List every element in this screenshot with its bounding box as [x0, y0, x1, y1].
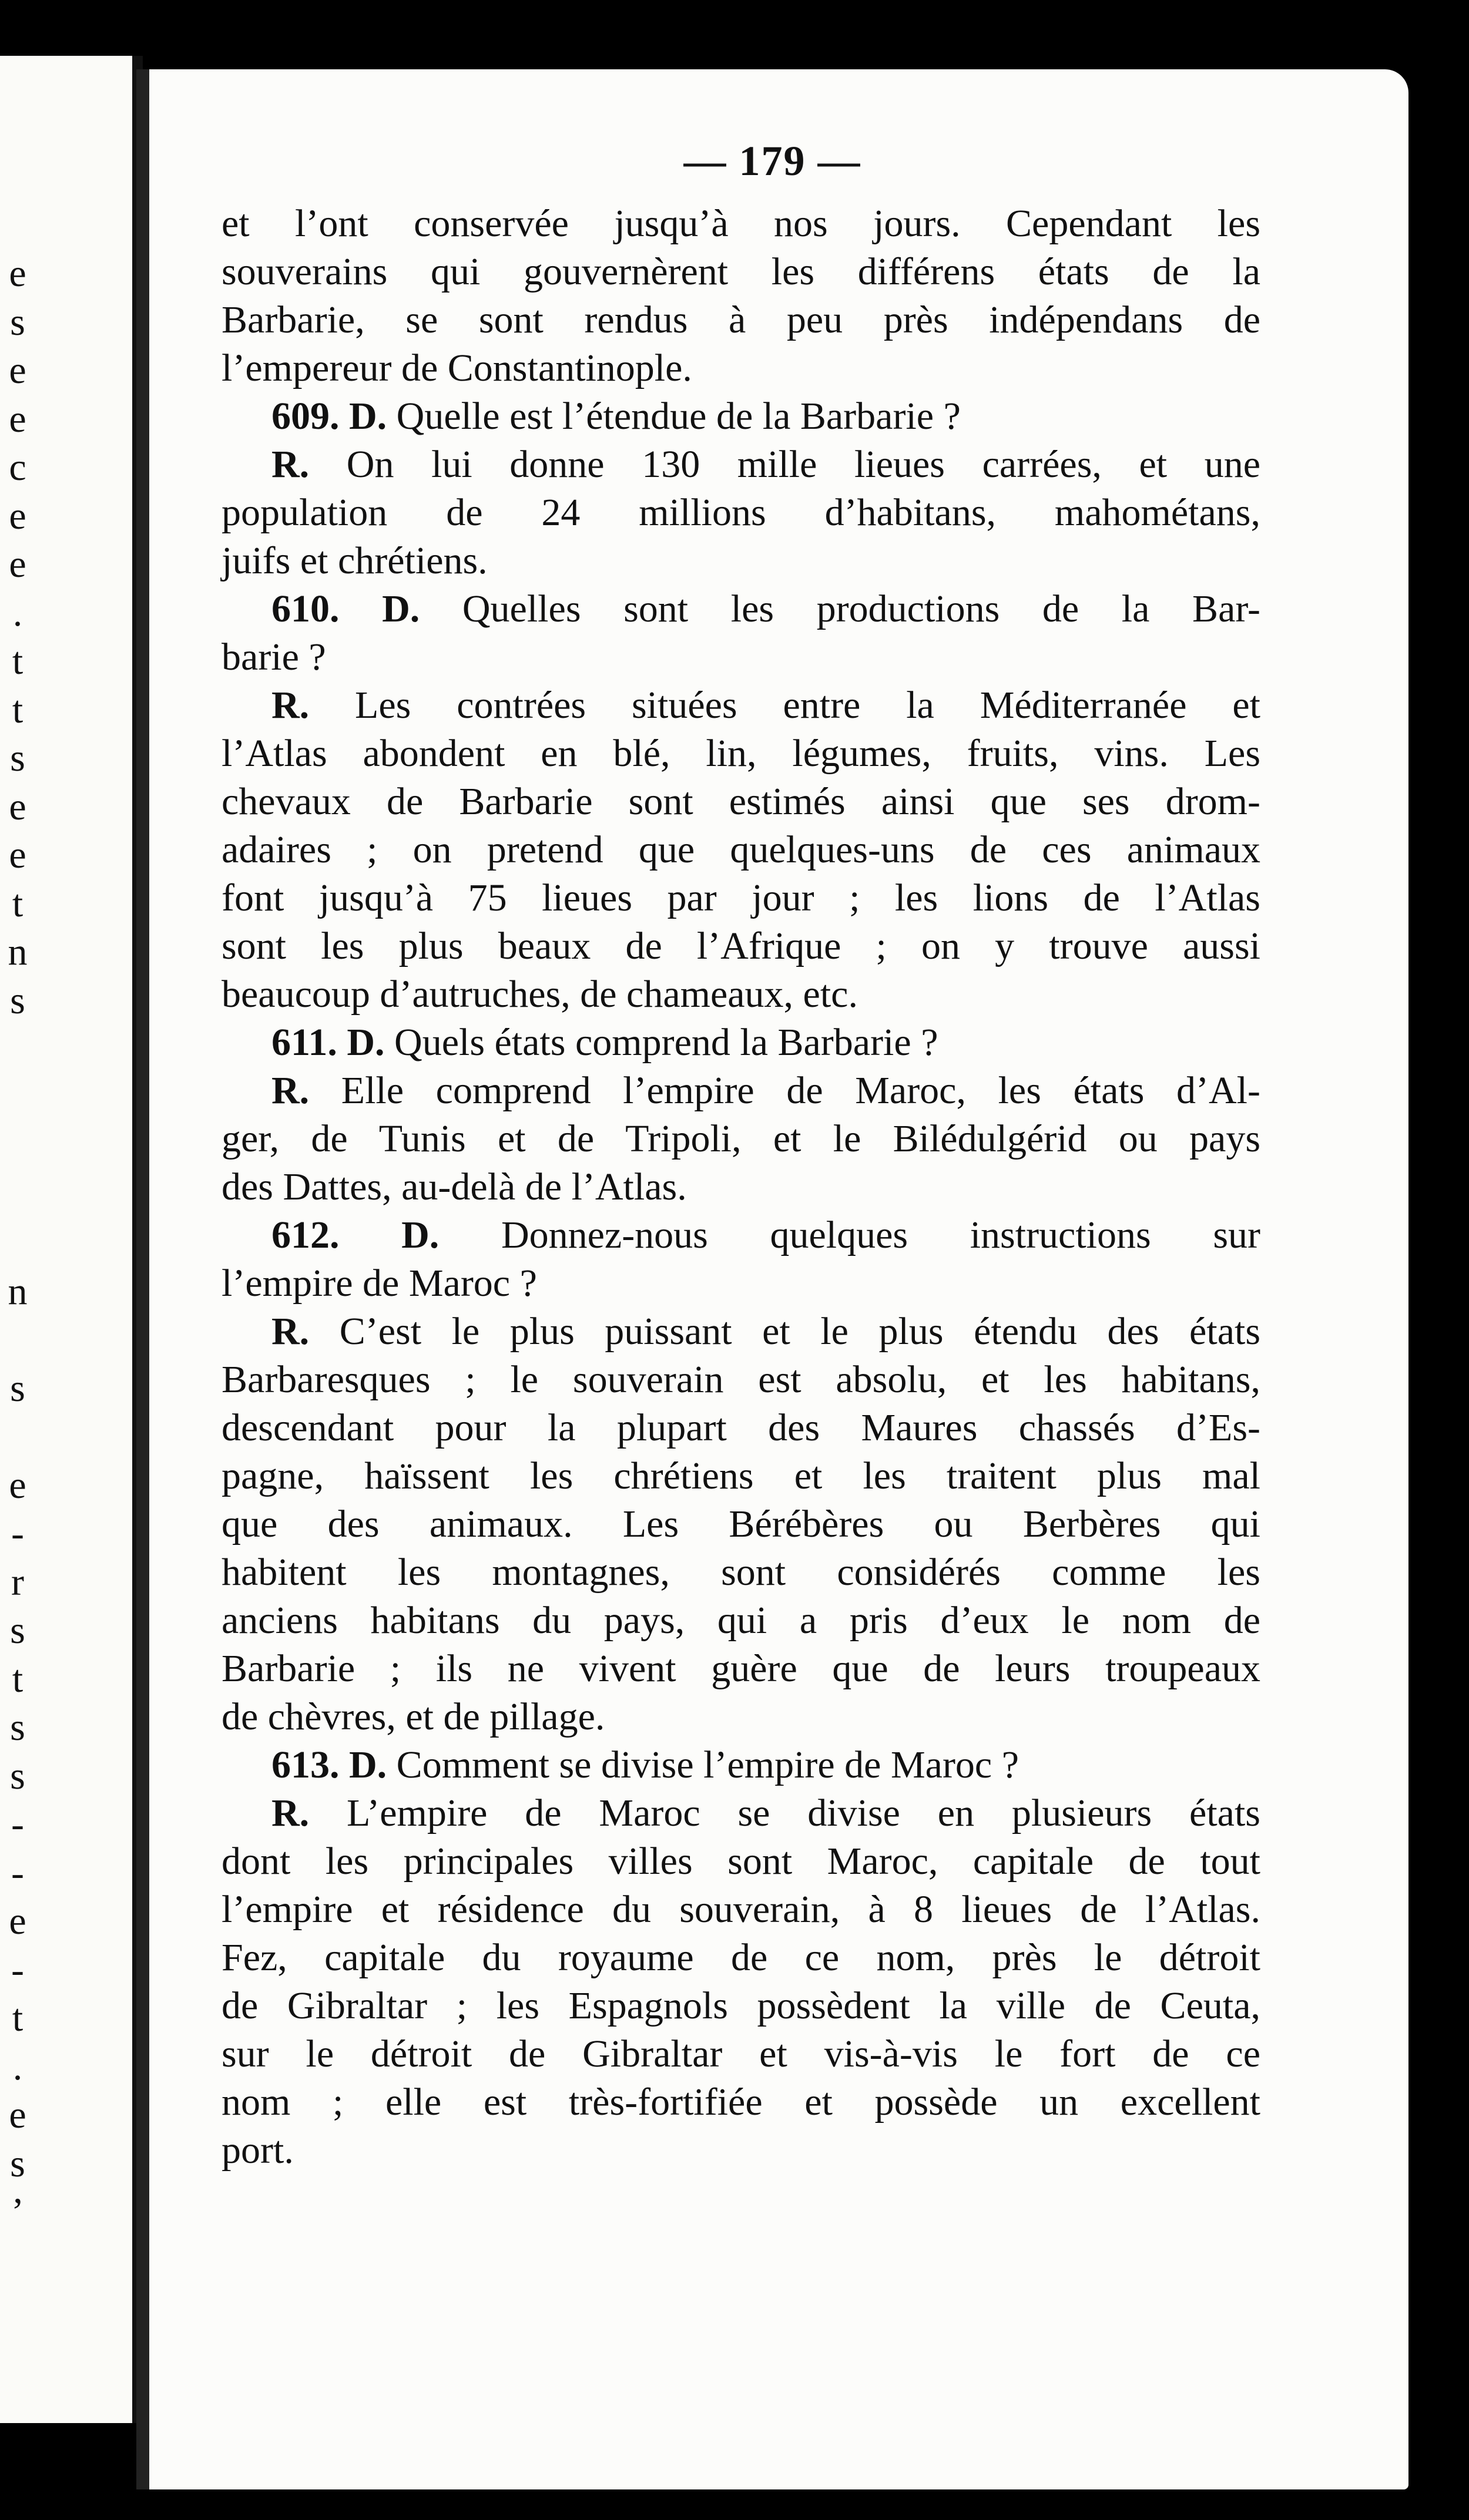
line-text: l’Atlas abondent en blé, lin, légumes, fruits, vins. Les [222, 732, 1260, 775]
facing-page-letter: s [10, 1366, 25, 1410]
facing-page-letter: s [10, 2142, 25, 2185]
facing-page-letter: c [9, 446, 26, 489]
text-line [222, 681, 1260, 730]
facing-page-letter [0, 1219, 35, 1268]
line-text: barie ? [222, 636, 326, 678]
line-text: port. [222, 2129, 294, 2172]
facing-page-letter: s [10, 1754, 25, 1797]
facing-page-letter: . [12, 2045, 23, 2088]
page-gutter [136, 69, 149, 2489]
line-text: juifs et chrétiens. [222, 539, 488, 582]
line-text: pagne, haïssent les chrétiens et les traitent plus mal [222, 1454, 1260, 1497]
facing-page-letter: e [9, 252, 26, 295]
line-text: des Dattes, au-delà de l’Atlas. [222, 1165, 687, 1208]
question-marker: R. [271, 684, 310, 727]
line-text: habitent les montagnes, sont considérés comme les [222, 1551, 1260, 1594]
facing-page-letter: e [9, 543, 26, 586]
line-text: de Gibraltar ; les Espagnols possèdent la ville de Ceuta, [222, 1984, 1260, 2027]
facing-page-letter [0, 1316, 35, 1365]
text-line [222, 633, 1260, 681]
line-text: ger, de Tunis et de Tripoli, et le Bilédulgérid ou pays [222, 1117, 1260, 1160]
question-marker: 609. D. [271, 395, 387, 438]
text-line [222, 585, 1260, 633]
facing-page-letter: . [12, 591, 23, 634]
line-text: On lui donne 130 mille lieues carrées, et une [346, 443, 1261, 486]
text-line [222, 730, 1260, 778]
line-text: Barbarie, se sont rendus à peu près indépendans de [222, 298, 1260, 341]
line-text: dont les principales villes sont Maroc, capitale de tout [222, 1840, 1260, 1883]
text-line [222, 1067, 1260, 1115]
text-line [222, 1259, 1260, 1308]
line-text: Quels états comprend la Barbarie ? [394, 1021, 938, 1064]
text-line [222, 1019, 1260, 1067]
facing-page-letter [0, 1122, 35, 1171]
text-line [222, 1982, 1260, 2030]
facing-page-text [0, 250, 35, 2237]
text-line [222, 874, 1260, 922]
facing-page-letter [0, 1025, 35, 1074]
facing-page-letter [0, 1171, 35, 1219]
text-line [222, 1500, 1260, 1548]
facing-page-letter: - [11, 1948, 24, 1991]
facing-page-letter: - [11, 1512, 24, 1555]
text-line [222, 2078, 1260, 2126]
question-marker: 610. D. [271, 587, 420, 630]
facing-page-letter: s [10, 979, 25, 1022]
text-line [222, 537, 1260, 585]
line-text: Fez, capitale du royaume de ce nom, près le détroit [222, 1936, 1260, 1979]
text-line [222, 1548, 1260, 1597]
question-marker: R. [271, 443, 310, 486]
text-line [222, 1693, 1260, 1741]
facing-page-letter: s [10, 300, 25, 344]
facing-page-letter: e [9, 1463, 26, 1507]
line-text: souverains qui gouvernèrent les différens états de la [222, 250, 1260, 293]
facing-page-letter: e [9, 349, 26, 392]
page-body [222, 200, 1260, 2175]
line-text: anciens habitans du pays, qui a pris d’eux le nom de [222, 1599, 1260, 1642]
line-text: Barbaresques ; le souverain est absolu, et les habitans, [222, 1358, 1260, 1401]
line-text: Quelle est l’étendue de la Barbarie ? [396, 395, 961, 438]
line-text: Elle comprend l’empire de Maroc, les états d’Al- [341, 1069, 1260, 1112]
facing-page-letter: s [10, 1706, 25, 1749]
text-line [222, 1356, 1260, 1404]
facing-page-letter: e [9, 397, 26, 441]
line-text: l’empire et résidence du souverain, à 8 lieues de l’Atlas. [222, 1888, 1260, 1931]
line-text: Les contrées situées entre la Méditerranée et [355, 684, 1261, 727]
text-line [222, 922, 1260, 970]
facing-page-letter: - [11, 1803, 24, 1846]
facing-page-letter: e [9, 1900, 26, 1943]
text-line [222, 1934, 1260, 1982]
question-marker: 611. D. [271, 1021, 385, 1064]
facing-page-letter: e [9, 834, 26, 876]
line-text: descendant pour la plupart des Maures chassés d’Es- [222, 1406, 1260, 1449]
line-text: Donnez-nous quelques instructions sur [501, 1214, 1260, 1256]
line-text: chevaux de Barbarie sont estimés ainsi que ses drom- [222, 780, 1260, 823]
text-line [222, 296, 1260, 344]
facing-page-letter: e [9, 785, 26, 828]
facing-page-letter: t [12, 1657, 24, 1701]
facing-page-letter: t [12, 640, 24, 683]
line-text: adaires ; on pretend que quelques-uns de ces animaux [222, 828, 1260, 871]
book-page [136, 69, 1408, 2489]
facing-page-edge [0, 56, 143, 2423]
text-line [222, 1645, 1260, 1693]
text-line [222, 200, 1260, 248]
question-marker: 612. D. [271, 1214, 440, 1256]
facing-page-letter: s [10, 737, 25, 779]
line-text: l’empereur de Constantinople. [222, 347, 692, 389]
page-number: — 179 — [683, 137, 861, 184]
line-text: population de 24 millions d’habitans, mahométans, [222, 491, 1260, 534]
facing-page-letter: - [11, 1851, 24, 1894]
facing-page-letter: e [9, 494, 26, 537]
text-line [222, 1211, 1260, 1259]
text-line [222, 1837, 1260, 1886]
text-line [222, 2126, 1260, 2175]
facing-page-letter: t [12, 1997, 24, 2039]
facing-page-letter [0, 1074, 35, 1123]
line-text: beaucoup d’autruches, de chameaux, etc. [222, 973, 858, 1016]
text-line [222, 1452, 1260, 1500]
line-text: sur le détroit de Gibraltar et vis-à-vis le fort de ce [222, 2032, 1260, 2075]
text-line [222, 2030, 1260, 2078]
line-text: nom ; elle est très-fortifiée et possède un excellent [222, 2081, 1260, 2123]
line-text: et l’ont conservée jusqu’à nos jours. Cependant les [222, 202, 1260, 245]
text-line [222, 1163, 1260, 1211]
facing-page-letter: t [12, 688, 24, 731]
facing-page-letter: ’ [11, 2190, 24, 2233]
text-line [222, 489, 1260, 537]
text-line [222, 1308, 1260, 1356]
text-line [222, 1115, 1260, 1163]
facing-page-letter: n [8, 1269, 28, 1313]
text-line [222, 1789, 1260, 1837]
text-line [222, 441, 1260, 489]
text-line [222, 248, 1260, 296]
line-text: de chèvres, et de pillage. [222, 1695, 605, 1738]
text-line [222, 392, 1260, 441]
question-marker: R. [271, 1310, 310, 1353]
line-text: font jusqu’à 75 lieues par jour ; les lions de l’Atlas [222, 876, 1260, 919]
line-text: Quelles sont les productions de la Bar- [462, 587, 1260, 630]
facing-page-letter: t [12, 882, 24, 925]
text-line [222, 826, 1260, 874]
question-marker: R. [271, 1792, 310, 1834]
text-line [222, 1886, 1260, 1934]
facing-page-letter: n [8, 930, 28, 973]
text-line [222, 778, 1260, 826]
facing-page-letter [0, 1413, 35, 1461]
text-line [222, 970, 1260, 1019]
facing-page-letter: e [9, 2094, 26, 2136]
facing-page-letter: r [11, 1560, 24, 1604]
question-marker: 613. D. [271, 1743, 387, 1786]
line-text: Comment se divise l’empire de Maroc ? [396, 1743, 1019, 1786]
line-text: Barbarie ; ils ne vivent guère que de leurs troupeaux [222, 1647, 1260, 1690]
text-line [222, 344, 1260, 392]
text-line [222, 1741, 1260, 1789]
line-text: C’est le plus puissant et le plus étendu des états [339, 1310, 1261, 1353]
line-text: l’empire de Maroc ? [222, 1262, 537, 1305]
text-line [222, 1404, 1260, 1452]
line-text: sont les plus beaux de l’Afrique ; on y trouve aussi [222, 925, 1260, 967]
line-text: que des animaux. Les Bérébères ou Berbères qui [222, 1503, 1260, 1545]
question-marker: R. [271, 1069, 310, 1112]
text-line [222, 1597, 1260, 1645]
line-text: L’empire de Maroc se divise en plusieurs états [347, 1792, 1260, 1834]
facing-page-letter: s [10, 1609, 25, 1652]
